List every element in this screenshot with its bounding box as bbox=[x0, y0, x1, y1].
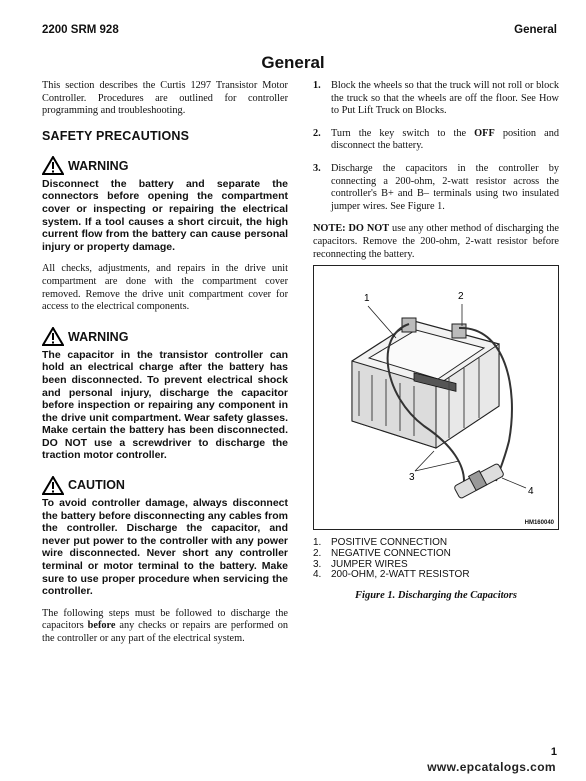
callout-label: 2 bbox=[458, 291, 464, 302]
steps-intro-text-end: any checks or repairs are performed on the controller or any part of the electrical system. bbox=[42, 620, 288, 644]
callout-label: 4 bbox=[528, 486, 534, 497]
warning-triangle-icon bbox=[42, 327, 64, 346]
header-section-name: General bbox=[514, 24, 557, 36]
step-text: Discharge the capacitors in the controller by connecting a 200-ohm, 2-watt resistor across the controller's B+ and B– terminals using two insulated jumper wires. See Figure 1. bbox=[331, 162, 559, 212]
warning-text-1: Disconnect the battery and separate the connectors before opening the compartment cover or inspecting or repairing the electrical system. If a tool causes a short circuit, the high current flow from the battery can cause personal injury or property damage. bbox=[42, 177, 288, 253]
step-text: Block the wheels so that the truck will not roll or block the truck so that the wheels are off the floor. See How to Put Lift Truck on Blocks. bbox=[331, 80, 559, 117]
callout-label: 3 bbox=[409, 472, 415, 483]
note-paragraph bbox=[313, 223, 559, 261]
legend-label: JUMPER WIRES bbox=[331, 558, 408, 570]
watermark-url[interactable]: www.epcatalogs.com bbox=[427, 760, 556, 774]
caution-heading bbox=[42, 475, 288, 495]
callout-label: 1 bbox=[364, 293, 370, 304]
step-number: 1. bbox=[313, 80, 321, 91]
caution-triangle-icon bbox=[42, 476, 64, 495]
warning-label: WARNING bbox=[68, 158, 129, 173]
legend-label: NEGATIVE CONNECTION bbox=[331, 547, 451, 559]
legend-number: 4. bbox=[313, 569, 322, 581]
step-number: 3. bbox=[313, 162, 321, 174]
legend-item bbox=[313, 570, 559, 581]
caution-label: CAUTION bbox=[68, 478, 125, 493]
legend-number: 2. bbox=[313, 547, 322, 559]
figure-caption: Figure 1. Discharging the Capacitors bbox=[355, 590, 517, 601]
safety-heading: SAFETY PRECAUTIONS bbox=[42, 128, 190, 143]
caution-text: To avoid controller damage, always disconnect the battery before disconnecting any cables from the controller. Discharge the capacitor, and never put power to the controller with any power wire disconnected. Never short any controller terminal or motor terminal to the battery. Make sure to use proper procedure when servicing the controller. bbox=[42, 497, 288, 598]
legend-label: POSITIVE CONNECTION bbox=[331, 537, 448, 548]
legend-number: 3. bbox=[313, 558, 322, 570]
warning-triangle-icon bbox=[42, 156, 64, 175]
intro-paragraph: This section describes the Curtis 1297 Transistor Motor Controller. Procedures are outlined for controller programming and troubleshooting. bbox=[42, 80, 288, 117]
warning-heading-2 bbox=[42, 327, 288, 347]
legend-item bbox=[313, 549, 559, 560]
step-text bbox=[331, 128, 559, 153]
warning-label: WARNING bbox=[68, 329, 129, 344]
step-number: 2. bbox=[313, 127, 321, 139]
controller-illustration bbox=[314, 266, 558, 529]
figure-code: HM160040 bbox=[524, 520, 554, 526]
step-text-start: Turn the key switch to the bbox=[331, 127, 475, 139]
step-2 bbox=[313, 128, 559, 153]
warning-text-2: The capacitor in the transistor controller can hold an electrical charge after the battery has been disconnected. To prevent electrical shock and personal injury, discharge the capacitor before inspection or repairing any component in the drive unit compartment. Wear safety glasses. Make certain the battery has been disconnected. DO NOT use a screwdriver to discharge the traction motor controller. bbox=[42, 348, 288, 462]
step-3 bbox=[313, 163, 559, 213]
page-title: General bbox=[261, 53, 325, 72]
left-column bbox=[42, 80, 288, 646]
legend-label: 200-OHM, 2-WATT RESISTOR bbox=[331, 569, 470, 581]
note-label: NOTE: bbox=[313, 223, 349, 235]
warning-heading-1 bbox=[42, 156, 288, 176]
step-text-end: position and disconnect the battery. bbox=[331, 127, 559, 152]
steps-intro-text: The following steps must be followed to discharge the capacitors bbox=[42, 607, 288, 632]
right-column bbox=[313, 80, 559, 261]
note-emphasis: DO NOT bbox=[348, 223, 390, 235]
checks-paragraph: All checks, adjustments, and repairs in the drive unit compartment are done with the compartment cover removed. Remove the drive unit compartment cover for access to the electrical components. bbox=[42, 263, 288, 313]
note-text: use any other method of discharging the capacitors. Remove the 200-ohm, 2-watt resistor before reconnecting the battery. bbox=[313, 223, 559, 260]
figure-legend bbox=[313, 538, 559, 581]
steps-intro-emphasis: before bbox=[87, 620, 116, 632]
step-1 bbox=[313, 80, 559, 118]
steps-intro-paragraph bbox=[42, 608, 288, 646]
legend-number: 1. bbox=[313, 537, 322, 548]
figure-illustration bbox=[313, 265, 559, 530]
header-manual-code: 2200 SRM 928 bbox=[42, 24, 119, 36]
page-number: 1 bbox=[550, 746, 557, 758]
step-emphasis: OFF bbox=[474, 127, 495, 139]
